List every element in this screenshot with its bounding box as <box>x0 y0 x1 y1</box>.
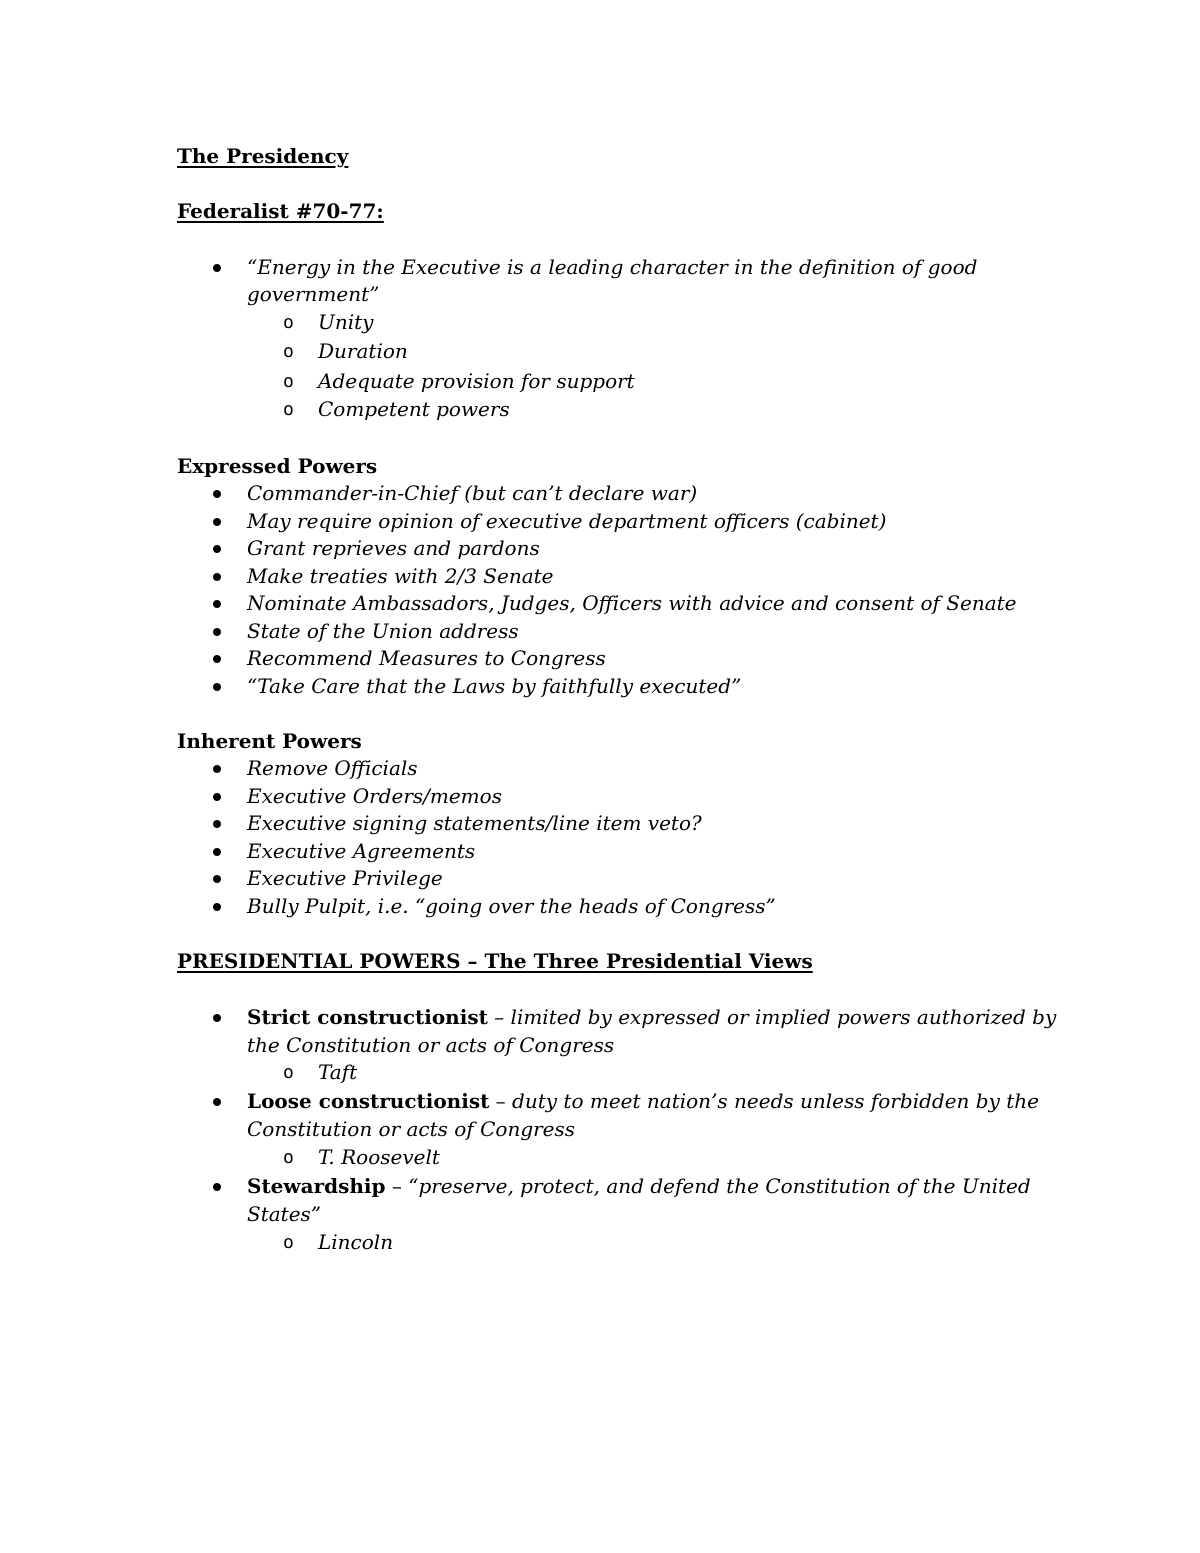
sub-bullet-icon: o <box>283 341 294 362</box>
sub-bullet-icon: o <box>283 1147 294 1168</box>
views-heading: PRESIDENTIAL POWERS – The Three Presidential Views <box>177 949 813 973</box>
sub-bullet-icon: o <box>283 371 294 392</box>
view-dash: – <box>487 1005 511 1029</box>
inherent-item: Executive signing statements/line item veto? <box>247 811 702 835</box>
bullet-icon <box>213 490 221 498</box>
view-description-line2: the Constitution or acts of Congress <box>247 1033 615 1057</box>
bullet-icon <box>213 1098 221 1106</box>
view-term: Strict constructionist <box>247 1005 488 1029</box>
federalist-heading: Federalist #70-77: <box>177 199 384 223</box>
page-title: The Presidency <box>177 144 349 168</box>
view-dash: – <box>385 1174 409 1198</box>
federalist-sub-item: Unity <box>318 310 374 334</box>
bullet-icon <box>213 600 221 608</box>
bullet-icon <box>213 264 221 272</box>
sub-bullet-icon: o <box>283 1062 294 1083</box>
view-term: Stewardship <box>247 1174 386 1198</box>
expressed-item: Grant reprieves and pardons <box>247 536 540 560</box>
bullet-icon <box>213 875 221 883</box>
expressed-item: Recommend Measures to Congress <box>247 646 606 670</box>
bullet-icon <box>213 1014 221 1022</box>
view-description-line1: duty to meet nation’s needs unless forbidden by the <box>512 1089 1039 1113</box>
expressed-item: Make treaties with 2/3 Senate <box>247 564 554 588</box>
bullet-icon <box>213 518 221 526</box>
view-example: Lincoln <box>318 1230 394 1254</box>
sub-bullet-icon: o <box>283 399 294 420</box>
bullet-icon <box>213 545 221 553</box>
inherent-item: Remove Officials <box>247 756 418 780</box>
view-example: Taft <box>318 1060 358 1084</box>
bullet-icon <box>213 628 221 636</box>
federalist-sub-item: Competent powers <box>318 397 510 421</box>
view-term: Loose constructionist <box>247 1089 490 1113</box>
bullet-icon <box>213 793 221 801</box>
expressed-item: May require opinion of executive department officers (cabinet) <box>247 509 887 533</box>
inherent-item: Executive Privilege <box>247 866 443 890</box>
bullet-icon <box>213 573 221 581</box>
bullet-icon <box>213 683 221 691</box>
bullet-icon <box>213 903 221 911</box>
inherent-item: Executive Agreements <box>247 839 476 863</box>
inherent-heading: Inherent Powers <box>177 729 362 753</box>
bullet-icon <box>213 655 221 663</box>
view-item-strict <box>247 1004 1056 1031</box>
view-description-line2: States” <box>247 1202 322 1226</box>
view-item-stewardship <box>247 1173 1031 1200</box>
expressed-heading: Expressed Powers <box>177 454 378 478</box>
view-item-loose <box>247 1088 1039 1115</box>
bullet-icon <box>213 848 221 856</box>
expressed-item: Nominate Ambassadors, Judges, Officers with advice and consent of Senate <box>247 591 1017 615</box>
view-dash: – <box>489 1089 513 1113</box>
inherent-item: Executive Orders/memos <box>247 784 502 808</box>
view-description-line2: Constitution or acts of Congress <box>247 1117 576 1141</box>
view-description-line1: limited by expressed or implied powers authorized by <box>510 1005 1057 1029</box>
view-example: T. Roosevelt <box>318 1145 440 1169</box>
expressed-item: “Take Care that the Laws by faithfully executed” <box>247 674 742 698</box>
bullet-icon <box>213 765 221 773</box>
federalist-sub-item: Adequate provision for support <box>318 369 635 393</box>
federalist-sub-item: Duration <box>318 339 408 363</box>
federalist-quote-line1: “Energy in the Executive is a leading character in the definition of good <box>247 255 978 279</box>
federalist-quote-line2: government” <box>247 282 380 306</box>
sub-bullet-icon: o <box>283 312 294 333</box>
bullet-icon <box>213 820 221 828</box>
inherent-item: Bully Pulpit, i.e. “going over the heads of Congress” <box>247 894 776 918</box>
view-description-line1: “preserve, protect, and defend the Constitution of the United <box>408 1174 1031 1198</box>
sub-bullet-icon: o <box>283 1232 294 1253</box>
expressed-item: Commander-in-Chief (but can’t declare war) <box>247 481 698 505</box>
bullet-icon <box>213 1183 221 1191</box>
expressed-item: State of the Union address <box>247 619 519 643</box>
